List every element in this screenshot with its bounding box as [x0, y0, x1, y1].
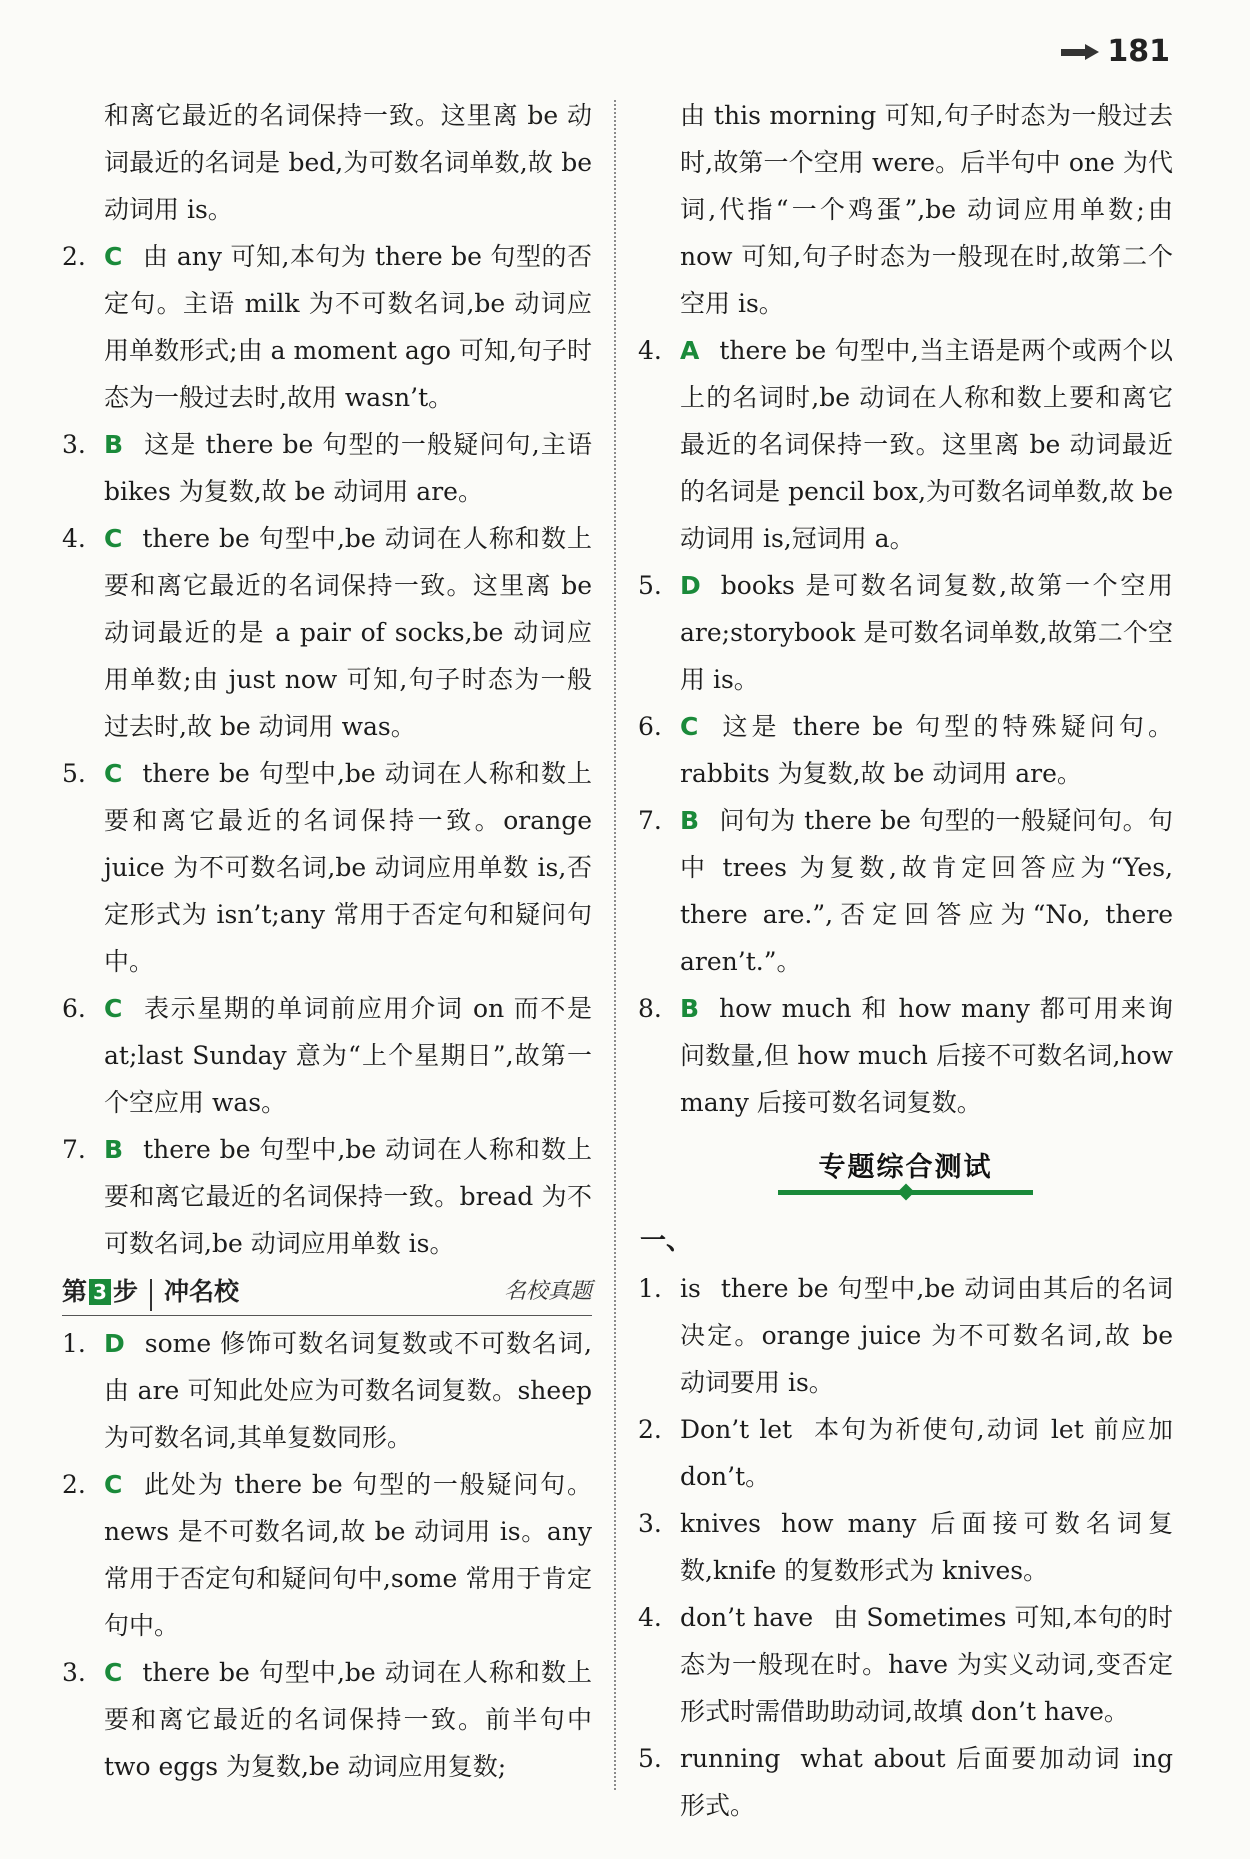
item-number: 5.	[62, 759, 86, 788]
answer-item	[638, 797, 1173, 985]
answer-item	[638, 1406, 1173, 1500]
explanation: 这是 there be 句型的一般疑问句,主语 bikes 为复数,故 be 动词用 are。	[104, 430, 592, 506]
answer-item	[62, 1126, 592, 1267]
right-column	[638, 92, 1173, 1829]
answer-letter: B	[104, 430, 124, 459]
answer-letter: C	[104, 1658, 123, 1687]
step-subtitle: 名校真题	[503, 1279, 592, 1304]
item-number: 3.	[62, 430, 86, 459]
explanation: 本句为祈使句,动词 let 前应加 don’t。	[680, 1415, 1173, 1491]
step-title: 冲名校	[164, 1277, 240, 1306]
answer-letter: A	[680, 336, 700, 365]
item-number: 5.	[638, 1744, 662, 1773]
explanation: there be 句型中,be 动词由其后的名词决定。orange juice 为不可数名词,故 be 动词要用 is。	[680, 1274, 1173, 1397]
item-number: 1.	[62, 1329, 86, 1358]
step-label	[62, 1268, 138, 1315]
answer-item	[62, 233, 592, 421]
explanation: 这是 there be 句型的特殊疑问句。rabbits 为复数,故 be 动词用 are。	[680, 712, 1173, 788]
explanation: there be 句型中,当主语是两个或两个以上的名词时,be 动词在人称和数上要和离它最近的名词保持一致。这里离 be 动词最近的名词是 pencil box,为可数名词单数,故 be 动词用 is,冠词用 a。	[680, 336, 1173, 553]
explanation: 表示星期的单词前应用介词 on 而不是 at;last Sunday 意为“上个星期日”,故第一个空应用 was。	[104, 994, 592, 1117]
explanation: there be 句型中,be 动词在人称和数上要和离它最近的名词保持一致。前半句中 two eggs 为复数,be 动词应用复数;	[104, 1658, 592, 1781]
item-number: 7.	[638, 806, 662, 835]
item-number: 6.	[638, 712, 662, 741]
explanation: 此处为 there be 句型的一般疑问句。news 是不可数名词,故 be 动词用 is。any 常用于否定句和疑问句中,some 常用于肯定句中。	[104, 1470, 592, 1640]
answer-letter: B	[104, 1135, 124, 1164]
answer-item	[638, 1500, 1173, 1594]
item-number: 5.	[638, 571, 662, 600]
explanation: how much 和 how many 都可用来询问数量,但 how much 后接不可数名词,how many 后接可数名词复数。	[680, 994, 1173, 1117]
answer-letter: C	[104, 759, 123, 788]
answer-item	[62, 1649, 592, 1790]
explanation: 由 any 可知,本句为 there be 句型的否定句。主语 milk 为不可数名词,be 动词应用单数形式;由 a moment ago 可知,句子时态为一般过去时,故用 wasn’t。	[104, 242, 592, 412]
answer-item	[62, 421, 592, 515]
item-number: 2.	[62, 1470, 86, 1499]
answer-letter: B	[680, 806, 700, 835]
item-number: 3.	[62, 1658, 86, 1687]
left-column	[62, 92, 592, 1790]
explanation: there be 句型中,be 动词在人称和数上要和离它最近的名词保持一致。bread 为不可数名词,be 动词应用单数 is。	[104, 1135, 592, 1258]
explanation: 由 Sometimes 可知,本句的时态为一般现在时。have 为实义动词,变否定形式时需借助助动词,故填 don’t have。	[680, 1603, 1173, 1726]
item-number: 2.	[638, 1415, 662, 1444]
answer-letter: C	[104, 242, 123, 271]
item-number: 4.	[638, 336, 662, 365]
item-number: 4.	[638, 1603, 662, 1632]
right-intro: 由 this morning 可知,句子时态为一般过去时,故第一个空用 were。后半句中 one 为代词,代指“一个鸡蛋”,be 动词应用单数;由 now 可知,句子时态为一般现在时,故第二个空用 is。	[680, 101, 1173, 318]
explanation: 问句为 there be 句型的一般疑问句。句中 trees 为复数,故肯定回答应为“Yes, there are.”,否定回答应为“No, there aren’t.”。	[680, 806, 1173, 976]
answer-item	[62, 985, 592, 1126]
answer-item	[638, 703, 1173, 797]
section-title-diamond-icon	[897, 1184, 914, 1201]
answer-text: don’t have	[680, 1603, 814, 1632]
step-prefix: 第	[62, 1277, 88, 1306]
step-suffix: 步	[113, 1277, 139, 1306]
part-heading: 一、	[640, 1226, 693, 1256]
item-number: 4.	[62, 524, 86, 553]
answer-item	[638, 562, 1173, 703]
answer-item	[638, 985, 1173, 1126]
section-title	[638, 1144, 1173, 1218]
answer-item	[638, 327, 1173, 562]
page-number-text: 181	[1107, 34, 1170, 69]
answer-letter: C	[680, 712, 699, 741]
arrow-right-icon	[1061, 44, 1099, 60]
column-divider	[614, 100, 616, 1790]
answer-item	[638, 1265, 1173, 1406]
answer-item	[62, 1320, 592, 1461]
explanation: how many 后面接可数名词复数,knife 的复数形式为 knives。	[680, 1509, 1173, 1585]
item-number: 1.	[638, 1274, 662, 1303]
item-number: 3.	[638, 1509, 662, 1538]
step-number-badge: 3	[89, 1279, 111, 1305]
step-header	[62, 1271, 592, 1316]
answer-text: running	[680, 1744, 781, 1773]
step-separator	[150, 1279, 152, 1311]
answer-item	[62, 515, 592, 750]
item-number: 8.	[638, 994, 662, 1023]
explanation: books 是可数名词复数,故第一个空用 are;storybook 是可数名词单数,故第二个空用 is。	[680, 571, 1173, 694]
explanation: there be 句型中,be 动词在人称和数上要和离它最近的名词保持一致。这里离 be 动词最近的是 a pair of socks,be 动词应用单数;由 just now 可知,句子时态为一般过去时,故 be 动词用 was。	[104, 524, 592, 741]
answer-letter: B	[680, 994, 700, 1023]
answer-text: is	[680, 1274, 701, 1303]
answer-letter: D	[104, 1329, 125, 1358]
left-intro: 和离它最近的名词保持一致。这里离 be 动词最近的名词是 bed,为可数名词单数,故 be 动词用 is。	[104, 101, 592, 224]
explanation: what about 后面要加动词 ing 形式。	[680, 1744, 1173, 1820]
section-title-text: 专题综合测试	[818, 1152, 993, 1183]
answer-letter: C	[104, 1470, 123, 1499]
explanation: there be 句型中,be 动词在人称和数上要和离它最近的名词保持一致。orange juice 为不可数名词,be 动词应用单数 is,否定形式为 isn’t;any 常用于否定句和疑问句中。	[104, 759, 592, 976]
answer-letter: D	[680, 571, 701, 600]
answer-item	[638, 1594, 1173, 1735]
explanation: some 修饰可数名词复数或不可数名词,由 are 可知此处应为可数名词复数。sheep 为可数名词,其单复数同形。	[104, 1329, 592, 1452]
item-number: 2.	[62, 242, 86, 271]
page-number	[1061, 34, 1170, 69]
answer-letter: C	[104, 994, 123, 1023]
answer-item	[638, 1735, 1173, 1829]
answer-item	[62, 750, 592, 985]
item-number: 6.	[62, 994, 86, 1023]
answer-letter: C	[104, 524, 123, 553]
answer-text: knives	[680, 1509, 761, 1538]
item-number: 7.	[62, 1135, 86, 1164]
answer-item	[62, 1461, 592, 1649]
answer-text: Don’t let	[680, 1415, 793, 1444]
